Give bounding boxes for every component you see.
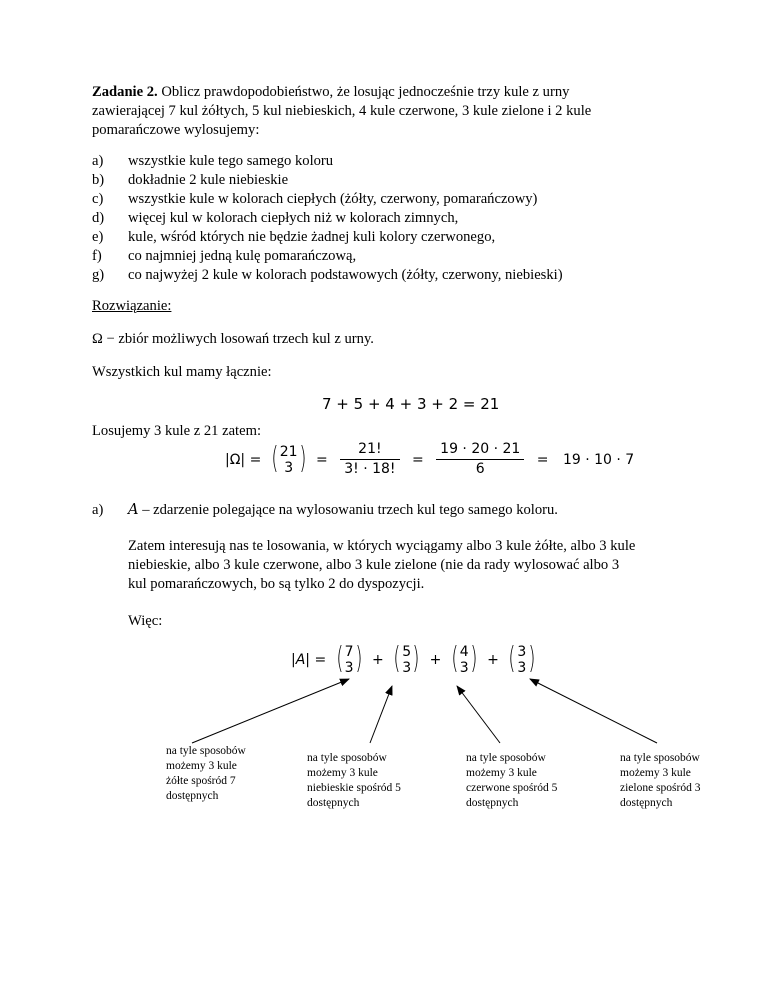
- arrow-2: [370, 686, 392, 743]
- task-label: Zadanie 2.: [92, 84, 158, 100]
- arrow-3: [457, 686, 500, 743]
- list-item: b) dokładnie 2 kule niebieskie: [92, 172, 289, 188]
- part-a-para-3: kul pomarańczowych, bo są tylko 2 do dyspozycji.: [128, 576, 425, 592]
- wiec-label: Więc:: [128, 613, 163, 629]
- part-a-line: a) A – zdarzenie polegające na wylosowaniu trzech kul tego samego koloru.: [92, 501, 558, 518]
- note-blue: na tyle sposobów możemy 3 kule niebieskie spośród 5 dostępnych: [307, 752, 401, 809]
- omega-definition: Ω − zbiór możliwych losowań trzech kul z urny.: [92, 331, 374, 347]
- note-red: na tyle sposobów możemy 3 kule czerwone spośród 5 dostępnych: [466, 752, 558, 809]
- list-item: e) kule, wśród których nie będzie żadnej kuli kolory czerwonego,: [92, 229, 496, 245]
- task-line-2: zawierającej 7 kul żółtych, 5 kul niebieskich, 4 kule czerwone, 3 kule zielone i 2 kule: [92, 103, 592, 119]
- omega-equation: |Ω| = ( 21 3 ) = $\frac{21!}{3! \cdot 18!}$ = $\frac{19 \cdot 20 \cdot 21}{6}$ = 19 · 10 · 7: [225, 440, 635, 477]
- part-a-para-1: Zatem interesują nas te losowania, w których wyciągamy albo 3 kule żółte, albo 3 kule: [128, 538, 636, 554]
- list-item: f) co najmniej jedną kulę pomarańczową,: [92, 248, 357, 264]
- arrow-1: [192, 679, 349, 743]
- task-line-3: pomarańczowe wylosujemy:: [92, 122, 260, 138]
- a-equation: |A| = ( 7 3 ) + ( 5 3 ) + ( 4 3 ) + ( 3 3 ): [291, 641, 535, 676]
- fraction: $\frac{19 \cdot 20 \cdot 21}{6}$: [436, 441, 524, 478]
- list-item: g) co najwyżej 2 kule w kolorach podstawowych (żółty, czerwony, niebieski): [92, 267, 563, 283]
- list-item: a) wszystkie kule tego samego koloru: [92, 153, 334, 169]
- binomial-coefficient: ( 3 3 ): [508, 641, 535, 676]
- part-a-para-2: niebieskie, albo 3 kule czerwone, albo 3 kule zielone (nie da rady wylosować albo 3: [128, 557, 620, 573]
- note-green: na tyle sposobów możemy 3 kule zielone spośród 3 dostępnych: [620, 752, 701, 809]
- binomial-coefficient: ( 7 3 ): [336, 641, 363, 676]
- task-text-1: Oblicz prawdopodobieństwo, że losując jednocześnie trzy kule z urny: [161, 84, 570, 100]
- solution-heading: Rozwiązanie:: [92, 298, 172, 314]
- binomial-coefficient: ( 4 3 ): [451, 641, 478, 676]
- sum-equation: 7 + 5 + 4 + 3 + 2 = 21: [322, 395, 500, 413]
- note-yellow: na tyle sposobów możemy 3 kule żółte spośród 7 dostępnych: [166, 745, 246, 802]
- draw-intro: Losujemy 3 kule z 21 zatem:: [92, 423, 261, 439]
- binomial-coefficient: ( 5 3 ): [393, 641, 420, 676]
- fraction: $\frac{21!}{3! \cdot 18!}$: [340, 441, 399, 478]
- total-intro: Wszystkich kul mamy łącznie:: [92, 364, 272, 380]
- binomial-coefficient: ( 21 3 ): [271, 440, 307, 476]
- list-item: d) więcej kul w kolorach ciepłych niż w kolorach zimnych,: [92, 210, 459, 226]
- list-item: c) wszystkie kule w kolorach ciepłych (żółty, czerwony, pomarańczowy): [92, 191, 538, 207]
- arrow-4: [530, 679, 657, 743]
